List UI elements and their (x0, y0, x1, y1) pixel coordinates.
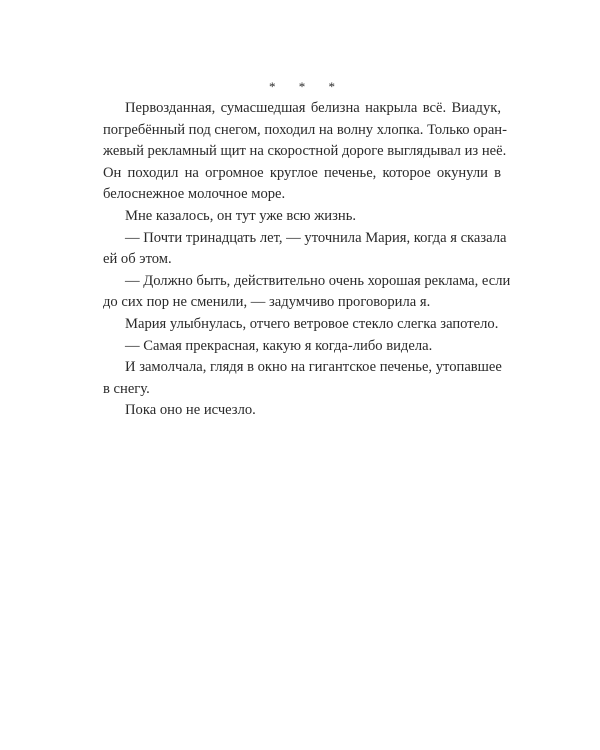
paragraph (103, 314, 501, 336)
text-block (103, 76, 511, 422)
separator-asterisk: * (269, 79, 276, 94)
text-line: — Должно быть, действительно очень хорошая реклама, если (125, 272, 511, 289)
text-line: И замолчала, глядя в окно на гигантское печенье, утопавшее (125, 359, 502, 376)
paragraph (103, 400, 501, 422)
paragraph (103, 336, 501, 358)
separator-asterisk: * (298, 79, 306, 94)
text-line: жевый рекламный щит на скоростной дороге выглядывал из неё. (103, 143, 507, 160)
paragraph (103, 271, 511, 314)
text-line: ей об этом. (103, 251, 172, 268)
text-line: — Почти тринадцать лет, — уточнила Мария, когда я сказала (125, 229, 507, 246)
text-line: Он походил на огромное круглое печенье, которое окунули в (103, 164, 501, 181)
text-line: белоснежное молочное море. (103, 186, 286, 203)
text-line: в снегу. (103, 380, 150, 397)
paragraph (103, 357, 501, 400)
text-line: Пока оно не исчезло. (125, 402, 256, 419)
text-line: Мария улыбнулась, отчего ветровое стекло слегка запотело. (125, 315, 499, 332)
paragraph (103, 228, 507, 271)
section-separator (103, 76, 501, 98)
paragraph (103, 98, 507, 206)
separator-asterisk: * (328, 79, 335, 94)
text-line: — Самая прекрасная, какую я когда-либо видела. (125, 337, 433, 354)
paragraph (103, 206, 501, 228)
text-line: Мне казалось, он тут уже всю жизнь. (125, 207, 356, 224)
text-line: до сих пор не сменили, — задумчиво проговорила я. (103, 294, 431, 311)
text-line: Первозданная, сумасшедшая белизна накрыла всё. Виадук, (125, 100, 501, 116)
text-line: погребённый под снегом, походил на волну хлопка. Только оран- (103, 121, 507, 138)
